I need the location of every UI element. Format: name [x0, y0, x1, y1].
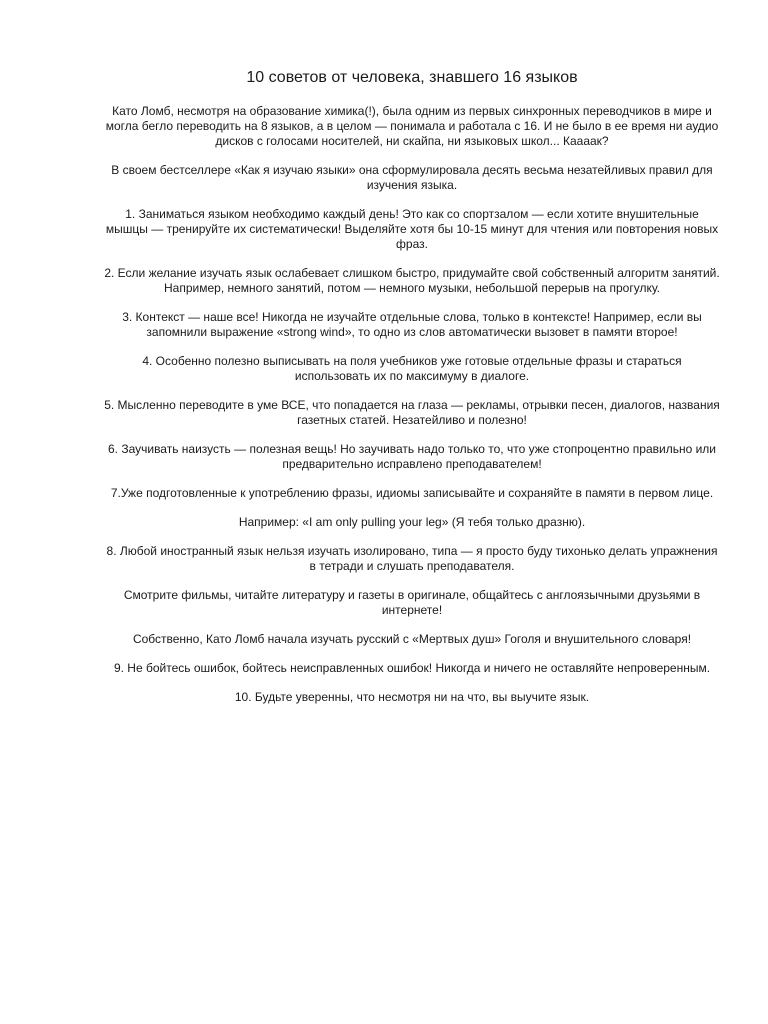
tip-6-paragraph: 6. Заучивать наизусть — полезная вещь! Но заучивать надо только то, что уже стопроцентно правильно или предварительно исправлено преподавателем!: [107, 442, 717, 471]
tip-2-paragraph: 2. Если желание изучать язык ослабевает слишком быстро, придумайте свой собственный алгоритм занятий. Например, немного занятий, потом — немного музыки, небольшой перерыв на прогулку.: [104, 266, 720, 295]
tip-3-paragraph: 3. Контекст — наше все! Никогда не изучайте отдельные слова, только в контексте! Например, если вы запомнили выражение «strong wind», то одно из слов автоматически вызовет в памяти второе!: [122, 310, 702, 339]
tip-10-paragraph: 10. Будьте уверенны, что несмотря ни на что, вы выучите язык.: [234, 690, 590, 704]
tip-9-paragraph: 9. Не бойтесь ошибок, бойтесь неисправленных ошибок! Никогда и ничего не оставляйте непроверенным.: [113, 661, 711, 675]
tip-8-note-paragraph: Собственно, Като Ломб начала изучать русский с «Мертвых душ» Гоголя и внушительного словаря!: [132, 632, 692, 646]
tip-5-paragraph: 5. Мысленно переводите в уме ВСЕ, что попадается на глаза — рекламы, отрывки песен, диалогов, названия газетных статей. Незатейливо и полезно!: [104, 398, 720, 427]
tip-7-paragraph: 7.Уже подготовленные к употреблению фразы, идиомы записывайте и сохраняйте в памяти в первом лице.: [110, 486, 714, 500]
tip-1-paragraph: 1. Заниматься языком необходимо каждый день! Это как со спортзалом — если хотите внушительные мышцы — тренируйте их систематически! Выделяйте хотя бы 10-15 минут для чтения или повторения новых фраз.: [105, 207, 719, 251]
bestseller-paragraph: В своем бестселлере «Как я изучаю языки» она сформулировала десять весьма незатейливых правил для изучения языка.: [111, 163, 713, 192]
document-title: 10 советов от человека, знавшего 16 языков: [246, 69, 578, 86]
tip-8-advice-paragraph: Смотрите фильмы, читайте литературу и газеты в оригинале, общайтесь с англоязычными друзьями в интернете!: [123, 588, 701, 617]
intro-paragraph: Като Ломб, несмотря на образование химика(!), была одним из первых синхронных переводчиков в мире и могла бегло переводить на 8 языков, а в целом — понимала и работала с 16. И не было в ее время ни аудио дисков с голосами носителей, ни скайпа, ни языковых школ... Кааaак?: [105, 104, 719, 148]
document-page: [104, 68, 720, 719]
tip-4-paragraph: 4. Особенно полезно выписывать на поля учебников уже готовые отдельные фразы и стараться использовать их по максимуму в диалоге.: [142, 354, 682, 383]
tip-8-paragraph: 8. Любой иностранный язык нельзя изучать изолировано, типа — я просто буду тихонько делать упражнения в тетради и слушать преподавателя.: [106, 544, 718, 573]
tip-7-example-paragraph: Например: «I am only pulling your leg» (Я тебя только дразню).: [238, 515, 586, 529]
